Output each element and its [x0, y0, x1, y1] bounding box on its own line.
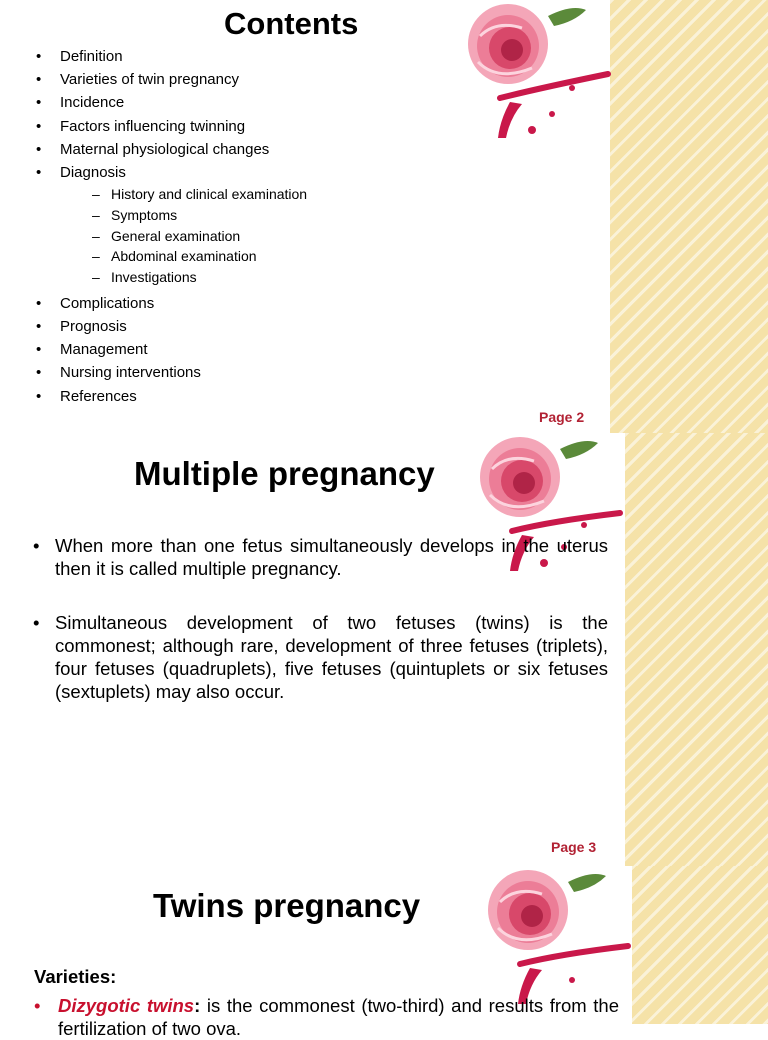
slide-twins-pregnancy	[0, 866, 768, 1039]
slide-multiple-pregnancy	[0, 433, 768, 866]
page-number: Page 2	[539, 409, 585, 425]
striped-sidebar	[625, 433, 768, 866]
list-item: • Prognosis	[36, 315, 307, 338]
slide-contents	[0, 0, 768, 433]
sublist-item: – Investigations	[60, 267, 307, 288]
list-item: • Factors influencing twinning	[36, 115, 307, 138]
striped-sidebar	[632, 866, 768, 1024]
list-item: • Management	[36, 338, 307, 361]
sublist-item: – Abdominal examination	[60, 246, 307, 267]
list-item: • Definition	[36, 45, 307, 68]
bullet-paragraph: • When more than one fetus simultaneously develops in the uterus then it is called multiple pregnancy.	[33, 534, 608, 580]
list-item: • Nursing interventions	[36, 361, 307, 384]
list-item-diagnosis	[36, 161, 307, 288]
list-item: • Maternal physiological changes	[36, 138, 307, 161]
bullet-paragraph: • Simultaneous development of two fetuses (twins) is the commonest; although rare, development of three fetuses (triplets), four fetuses (quadruplets), five fetuses (quintuplets or six fetuses (sextuplets) may also occur.	[33, 611, 608, 703]
slide-title: Twins pregnancy	[153, 887, 421, 924]
sublist-item: – History and clinical examination	[60, 184, 307, 205]
term-highlight: Dizygotic twins	[58, 995, 195, 1016]
contents-list	[36, 45, 307, 408]
list-item-label: Diagnosis	[60, 163, 126, 181]
sublist-item: – General examination	[60, 226, 307, 247]
list-item: • Complications	[36, 292, 307, 315]
sublist-item: – Symptoms	[60, 205, 307, 226]
list-item: • Incidence	[36, 91, 307, 114]
slide-title: Contents	[224, 6, 359, 41]
slide-title: Multiple pregnancy	[134, 455, 435, 492]
list-item: • References	[36, 385, 307, 408]
section-subheading: Varieties:	[34, 966, 117, 987]
term-colon: :	[194, 995, 201, 1016]
list-item: • Varieties of twin pregnancy	[36, 68, 307, 91]
diagnosis-sublist	[60, 184, 307, 288]
bullet-paragraph	[34, 994, 619, 1040]
striped-sidebar	[610, 0, 768, 433]
term-description: is the commonest (two-third) and results from the fertilization of two ova.	[58, 995, 619, 1039]
rose-icon	[440, 0, 612, 150]
page-number: Page 3	[551, 839, 597, 855]
